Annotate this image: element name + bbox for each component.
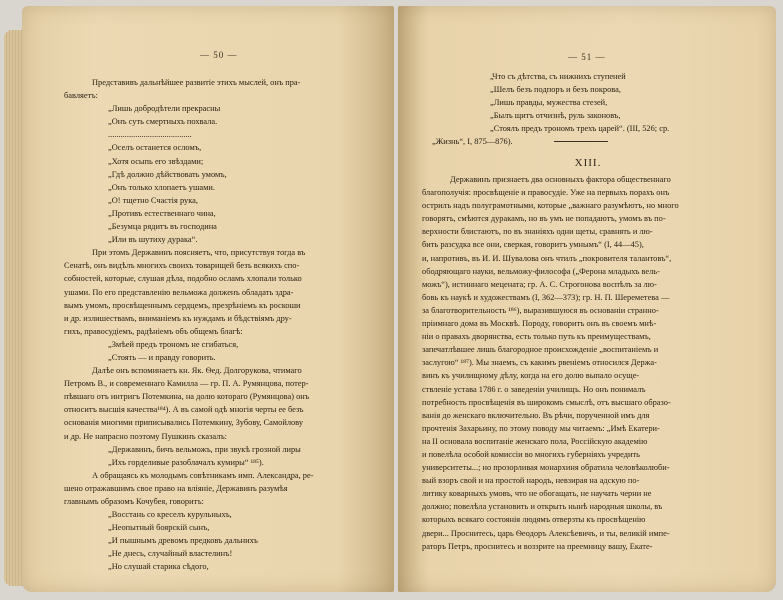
text-line: литику коварныхъ умовъ, что не обогащать, не научать черни не (422, 489, 652, 499)
text-line: бить разсудка все они, сверкая, говоритъ умнымъ“ (I, 44—45), (422, 240, 644, 250)
text-line: „Но слушай старика сѣдого, (108, 562, 209, 572)
text-line: „Безумца рядитъ въ господина (108, 222, 217, 232)
text-line: ободряющаго науки, вельможу-философа („Ферона младыхъ вель- (422, 266, 660, 276)
text-line: главнымъ образомъ Кочубея, говоритъ: (64, 497, 204, 506)
text-line: „Былъ щитъ отчизнѣ, руль законовъ, (490, 111, 621, 121)
text-line: ванія до женскаго включительно. Въ рѣчи, порученной имъ для (422, 410, 650, 420)
text-line: собностей, которые, слушая дѣла, подобно осламъ хлопали только (64, 274, 302, 284)
text-line: бавляетъ: (64, 91, 98, 101)
section-heading: XIII. (574, 157, 602, 169)
text-line: При этомъ Державинъ поясняетъ, что, присутствуя тогда въ (92, 248, 306, 258)
text-line: А обращаясь къ молодымъ совѣтникамъ имп. Александра, ре- (92, 470, 314, 480)
verse-continuation (490, 70, 669, 135)
text-line: „Противъ естественнаго чина, (108, 208, 216, 218)
text-line: винъ къ училищному дѣлу, когда на его долю выпало осуще- (422, 371, 640, 381)
right-page (398, 6, 776, 592)
page-number-right: — 51 — (568, 52, 606, 62)
text-line: „Лишь добродѣтели прекрасны (108, 104, 221, 114)
text-line: ........................................ (108, 130, 192, 140)
text-line: „Лишь правды, мужества стезей, (490, 98, 608, 108)
text-line: благополучія: просвѣщеніе и правосудіе. Уже на первыхъ порахъ онъ (422, 188, 670, 198)
text-line: и др. излишествамъ, вниманіемъ къ нуждамъ и бѣдствіямъ дру- (64, 313, 292, 323)
text-line: „Неопытный боярскій сынъ, (108, 523, 210, 533)
text-line: шено отражавшимъ свое право на вліяніе, Державинъ разумѣя (64, 483, 288, 493)
left-page-text (64, 76, 314, 574)
text-line: Сенатѣ, онъ видѣлъ многихъ своихъ товарищей безъ всякихъ спо- (64, 261, 300, 271)
text-line: вымъ умомъ, просвѣщеннымъ сердцемъ, презрѣніемъ къ роскоши (64, 300, 301, 310)
text-line: запечатлѣвшее лишь благородное происхожденіе „воспитаніемъ и (422, 345, 659, 355)
text-line: „Гдѣ должно дѣйствовать умомъ, (108, 169, 227, 179)
text-line: бовь къ наукѣ и художествамъ (I, 362—373); гр. Н. П. Шереметева — (422, 292, 670, 302)
text-line: можъ“), истиннаго мецената; гр. А. С. Строгонова воспѣлъ за лю- (422, 279, 657, 289)
text-line: относитъ высшія качества¹⁸⁴). А въ самой одѣ многія черты ее безъ (64, 405, 304, 415)
text-line: за благотворительность ¹⁸⁶), выразившуюся въ основаніи странно- (422, 305, 659, 315)
section-divider (554, 141, 608, 142)
text-line: верхности блистаютъ, по въ знаніяхъ одни щеты, сравнять и лю- (422, 227, 653, 237)
text-line: „Державинъ, бичъ вельможъ, при звукѣ грозной лиры (108, 444, 301, 454)
text-line: „Оселъ останется осломъ, (108, 143, 202, 153)
text-line: „Онъ только хлопаетъ ушами. (108, 182, 216, 192)
text-line: Представивъ дальнѣйшее развитіе этихъ мыслей, онъ пра- (92, 78, 301, 87)
text-line: „Не днесь, случайный властелинъ! (108, 549, 233, 559)
text-line: ніи о правахъ дворянства, есть только путь къ преимуществамъ, (422, 332, 651, 342)
text-line: прочтенія Захарьину, по этому поводу мы читаемъ: „Имѣ Екатери- (422, 423, 660, 433)
text-line: и повелѣла особой комиссіи во многихъ губерніяхъ учредить (422, 449, 640, 459)
text-line: „Или въ шутиху дурака“. (108, 235, 198, 245)
text-line: „Стоять — и правду говорить. (108, 352, 216, 362)
text-line: Далѣе онъ вспоминаетъ кн. Як. Ѳед. Долгорукова, чтимаго (92, 366, 302, 376)
page-number-left: — 50 — (200, 50, 238, 60)
text-line: основанія многими приписывались Потемкину, Зубову, Самойлову (64, 418, 304, 428)
text-line: острилъ надъ полуграмотными, которые „важнаго разумѣютъ, но много (422, 201, 679, 211)
text-line: „И пышнымъ древомъ предковъ дальнихъ (108, 536, 258, 546)
text-line: „Стоялъ предъ трономъ трехъ царей“. (III, 526; ср. (490, 124, 670, 134)
text-line: гихъ, правосудіемъ, радѣніемъ объ общемъ благѣ: (64, 326, 243, 336)
text-line: пріимнаго дома въ Москвѣ. Породу, говоритъ онъ въ своемъ мнѣ- (422, 319, 657, 329)
text-line: которыхъ всякаго состоянія людямъ отверзты къ просвѣщенію (422, 515, 646, 525)
text-line: говорятъ, смѣются дуракамъ, но въ умъ не попадаютъ, умомъ въ по- (422, 214, 666, 224)
text-line: „Шелъ безъ подпоръ и безъ покрова, (490, 85, 621, 95)
text-line: „Что съ дѣтства, съ нижнихъ ступеней (490, 72, 626, 81)
right-page-text (422, 173, 679, 553)
text-line: и, напротивъ, въ И. И. Шувалова онъ чтилъ „покровителя талантовъ“, (422, 253, 672, 263)
text-line: потребность просвѣщенія въ широкомъ смыслѣ, отъ высшаго образо- (422, 397, 671, 407)
text-line: ушами. По его представленію вельможа долженъ обладать здра- (64, 287, 294, 297)
text-line: на II основала воспитаніе женскаго пола, Россійскую академію (422, 436, 648, 446)
text-line: университеты...; но прозорливая монархиня обратила человѣколюби- (422, 463, 670, 473)
text-line: „Хотя осыпь его звѣздами; (108, 156, 204, 166)
text-line: ствленіе устава 1786 г. о заведеніи училищъ. Но онъ понималъ (422, 384, 646, 394)
text-line: „Змѣей предъ трономъ не сгибаться, (108, 339, 239, 349)
text-line: „О! тщетно Счастія рука, (108, 195, 198, 205)
text-line: должно; повелѣла установить и открыть нынѣ народныя школы, въ (422, 502, 663, 512)
text-line: „Ихъ горделивые разоблачалъ кумиры“ ¹⁸⁵). (108, 457, 264, 467)
text-line: Державинъ признаетъ два основныхъ фактора общественнаго (450, 175, 671, 184)
text-line: „Онъ суть смертныхъ похвала. (108, 117, 218, 127)
verse-reference: „Жизнь“, I, 875—876). (432, 137, 513, 146)
text-line: пѣвшаго отъ интригъ Потемкина, на долю котораго (Румянцова) онъ (64, 392, 310, 402)
text-line: Петромъ В., и современнаго Камилла — гр. П. А. Румянцова, потер- (64, 379, 309, 389)
text-line: „Восстань со креселъ курульныхъ, (108, 510, 232, 520)
text-line: двери... Проснитесь, царь Ѳеодоръ Алексѣевичъ, и ты, великій импе- (422, 528, 670, 538)
text-line: и др. Не напрасно поэтому Пушкинъ сказалъ: (64, 431, 228, 441)
text-line: вый взоръ свой и на простой народъ, невзирая на адскую по- (422, 476, 640, 486)
text-line: раторъ Петръ, проснитесь и воззрите на преемницу вашу, Екате- (422, 541, 653, 551)
left-page (22, 6, 394, 592)
text-line: заслугою“ ¹⁸⁷). Мы знаемъ, съ какимъ рвеніемъ относился Держа- (422, 358, 657, 368)
